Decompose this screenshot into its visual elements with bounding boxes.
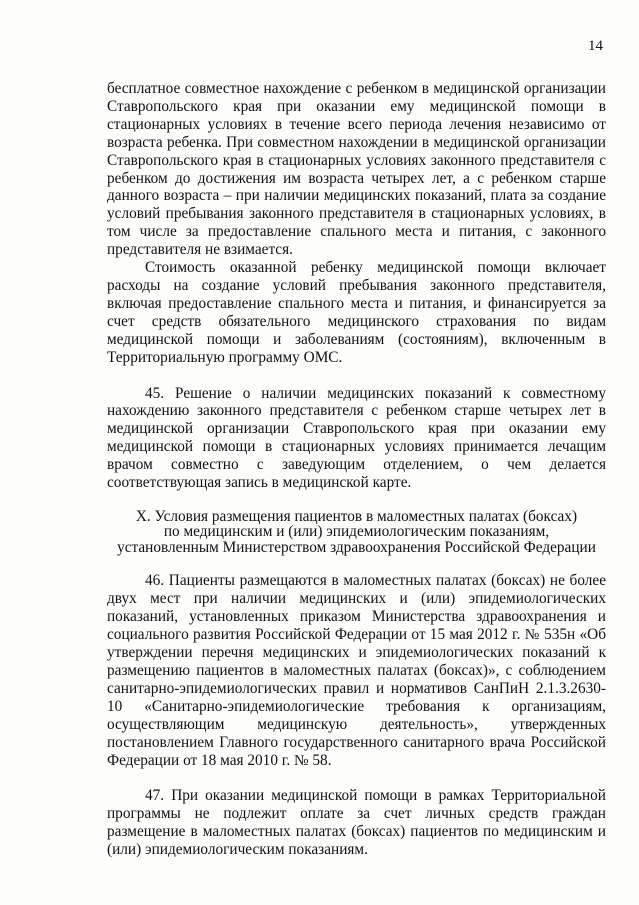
paragraph-continuation: бесплатное совместное нахождение с ребенком в медицинской организации Ставропольского края при оказании ему медицинской помощи в стационарных условиях в течение всего периода лечения независимо от возраста ребенка. При совместном нахождении в медицинской организации Ставропольского края в стационарных условиях законного представителя с ребенком до достижения им возраста четырех лет, а с ребенком старше данного возраста – при наличии медицинских показаний, плата за создание условий пребывания законного представителя в стационарных условиях, в том числе за предоставление спального места и питания, с законного представителя не взимается. [107, 80, 606, 259]
paragraph-45: 45. Решение о наличии медицинских показаний к совместному нахождению законного представителя с ребенком старше четырех лет в медицинской организации Ставропольского края при оказании ему медицинской помощи в стационарных условиях принимается лечащим врачом совместно с заведующим отделением, о чем делается соответствующая запись в медицинской карте. [107, 384, 606, 492]
page-number: 14 [588, 38, 603, 54]
section-heading-line-1: X. Условия размещения пациентов в маломестных палатах (боксах) [135, 507, 578, 525]
paragraph-cost: Стоимость оказанной ребенку медицинской помощи включает расходы на создание условий пребывания законного представителя, включая предоставление спального места и питания, и финансируется за счет средств обязательного медицинского страхования по видам медицинской помощи и заболеваниям (состояниям), включенным в Территориальную программу ОМС. [107, 259, 606, 366]
section-heading-line-2: по медицинским и (или) эпидемиологическим показаниям, [163, 523, 550, 541]
paragraph-47: 47. При оказании медицинской помощи в рамках Территориальной программы не подлежит оплате за счет личных средств граждан размещение в маломестных палатах (боксах) пациентов по медицинским и (или) эпидемиологическим показаниям. [107, 787, 606, 859]
document-body [107, 80, 606, 859]
section-heading [107, 509, 606, 556]
paragraph-46: 46. Пациенты размещаются в маломестных палатах (боксах) не более двух мест при наличии медицинских и (или) эпидемиологических показаний, установленных приказом Министерства здравоохранения и социального развития Российской Федерации от 15 мая 2012 г. № 535н «Об утверждении перечня медицинских и эпидемиологических показаний к размещению пациентов в маломестных палатах (боксах)», с соблюдением санитарно-эпидемиологических правил и нормативов СанПиН 2.1.3.2630-10 «Санитарно-эпидемиологические требования к организациям, осуществляющим медицинскую деятельность», утвержденных постановлением Главного государственного санитарного врача Российской Федерации от 18 мая 2010 г. № 58. [107, 572, 606, 769]
section-heading-line-3: установленным Министерством здравоохранения Российской Федерации [117, 538, 596, 556]
